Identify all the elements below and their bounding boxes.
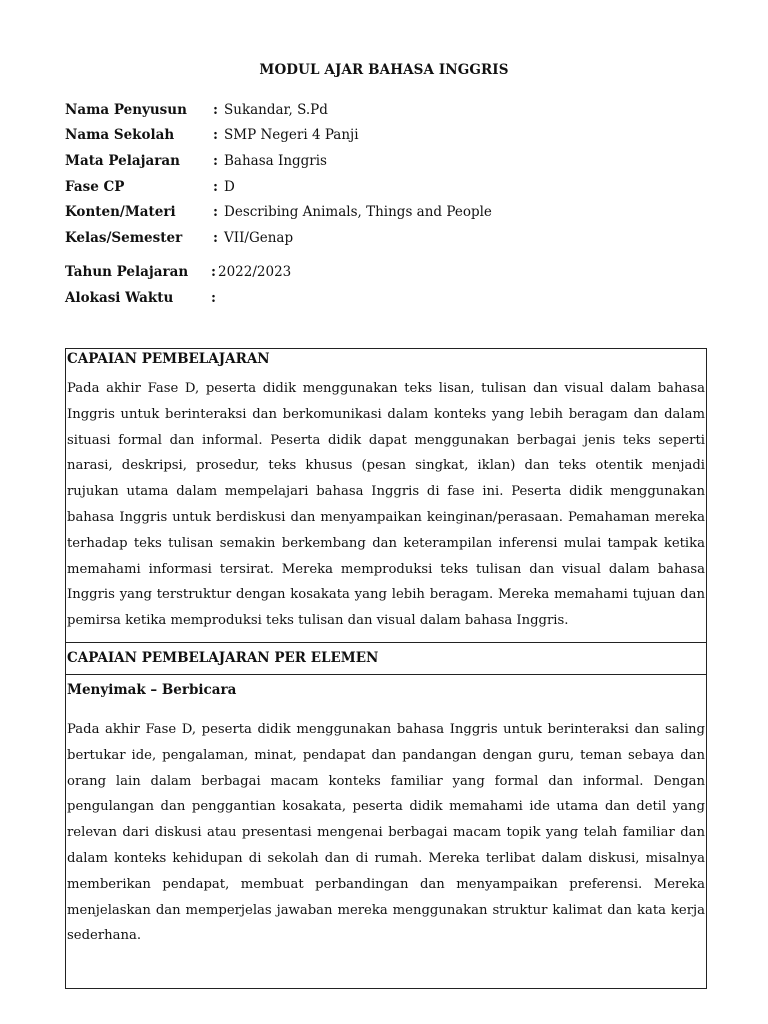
meta-label: Alokasi Waktu [65,290,174,306]
meta-label: Nama Sekolah [65,127,175,143]
learning-outcomes-table [65,348,707,989]
element-paragraph: Pada akhir Fase D, peserta didik menggunakan bahasa Inggris untuk berinteraksi dan saling bertukar ide, pengalaman, minat, pendapat dan pandangan dengan guru, teman sebaya dan orang lain dalam berbagai macam konteks familiar yang formal dan informal. Dengan pengulangan dan penggantian kosakata, peserta didik memahami ide utama dan detil yang relevan dari diskusi atau presentasi mengenai berbagai macam topik yang telah familiar dan dalam konteks kehidupan di sekolah dan di rumah. Mereka terlibat dalam diskusi, misalnya memberikan pendapat, membuat perbandingan dan menyampaikan preferensi. Mereka menjelaskan dan memperjelas jawaban mereka menggunakan struktur kalimat dan kata kerja sederhana. [67,722,705,944]
meta-value: Describing Animals, Things and People [224,204,492,220]
page-title: MODUL AJAR BAHASA INGGRIS [259,62,509,78]
meta-colon: : [211,290,216,306]
meta-value: VII/Genap [224,230,294,246]
meta-value: D [224,179,235,195]
capaian-paragraph: Pada akhir Fase D, peserta didik menggunakan teks lisan, tulisan dan visual dalam bahasa Inggris untuk berinteraksi dan berkomunikasi dalam konteks yang lebih beragam dan dalam situasi formal dan informal. Peserta didik dapat menggunakan berbagai jenis teks seperti narasi, deskripsi, prosedur, teks khusus (pesan singkat, iklan) dan teks otentik menjadi rujukan utama dalam mempelajari bahasa Inggris di fase ini. Peserta didik menggunakan bahasa Inggris untuk berdiskusi dan menyampaikan keinginan/perasaan. Pemahaman mereka terhadap teks tulisan semakin berkembang dan keterampilan inferensi mulai tampak ketika memahami informasi tersirat. Mereka memproduksi teks tulisan dan visual dalam bahasa Inggris yang terstruktur dengan kosakata yang lebih beragam. Mereka memahami tujuan dan pemirsa ketika memproduksi teks tulisan dan visual dalam bahasa Inggris. [67,381,705,629]
meta-label: Tahun Pelajaran [65,264,189,280]
per-elemen-section [66,674,706,988]
meta-colon: : [213,127,218,143]
meta-colon: : [213,102,218,118]
meta-colon: : [213,230,218,246]
capaian-heading: CAPAIAN PEMBELAJARAN [67,351,270,367]
meta-colon: : [213,204,218,220]
meta-value: Bahasa Inggris [224,153,327,169]
meta-colon: : [213,153,218,169]
meta-value: SMP Negeri 4 Panji [224,127,359,143]
meta-colon: : [213,179,218,195]
per-elemen-heading: CAPAIAN PEMBELAJARAN PER ELEMEN [67,650,379,666]
meta-value: Sukandar, S.Pd [224,102,328,118]
meta-label: Mata Pelajaran [65,153,180,169]
meta-label: Kelas/Semester [65,230,183,246]
meta-label: Konten/Materi [65,204,176,220]
meta-label: Fase CP [65,179,125,195]
meta-colon: : [211,264,216,280]
per-elemen-heading-row [66,642,706,674]
capaian-section [66,349,706,642]
meta-label: Nama Penyusun [65,102,187,118]
meta-value: 2022/2023 [218,264,292,280]
element-subheading: Menyimak – Berbicara [67,682,237,698]
